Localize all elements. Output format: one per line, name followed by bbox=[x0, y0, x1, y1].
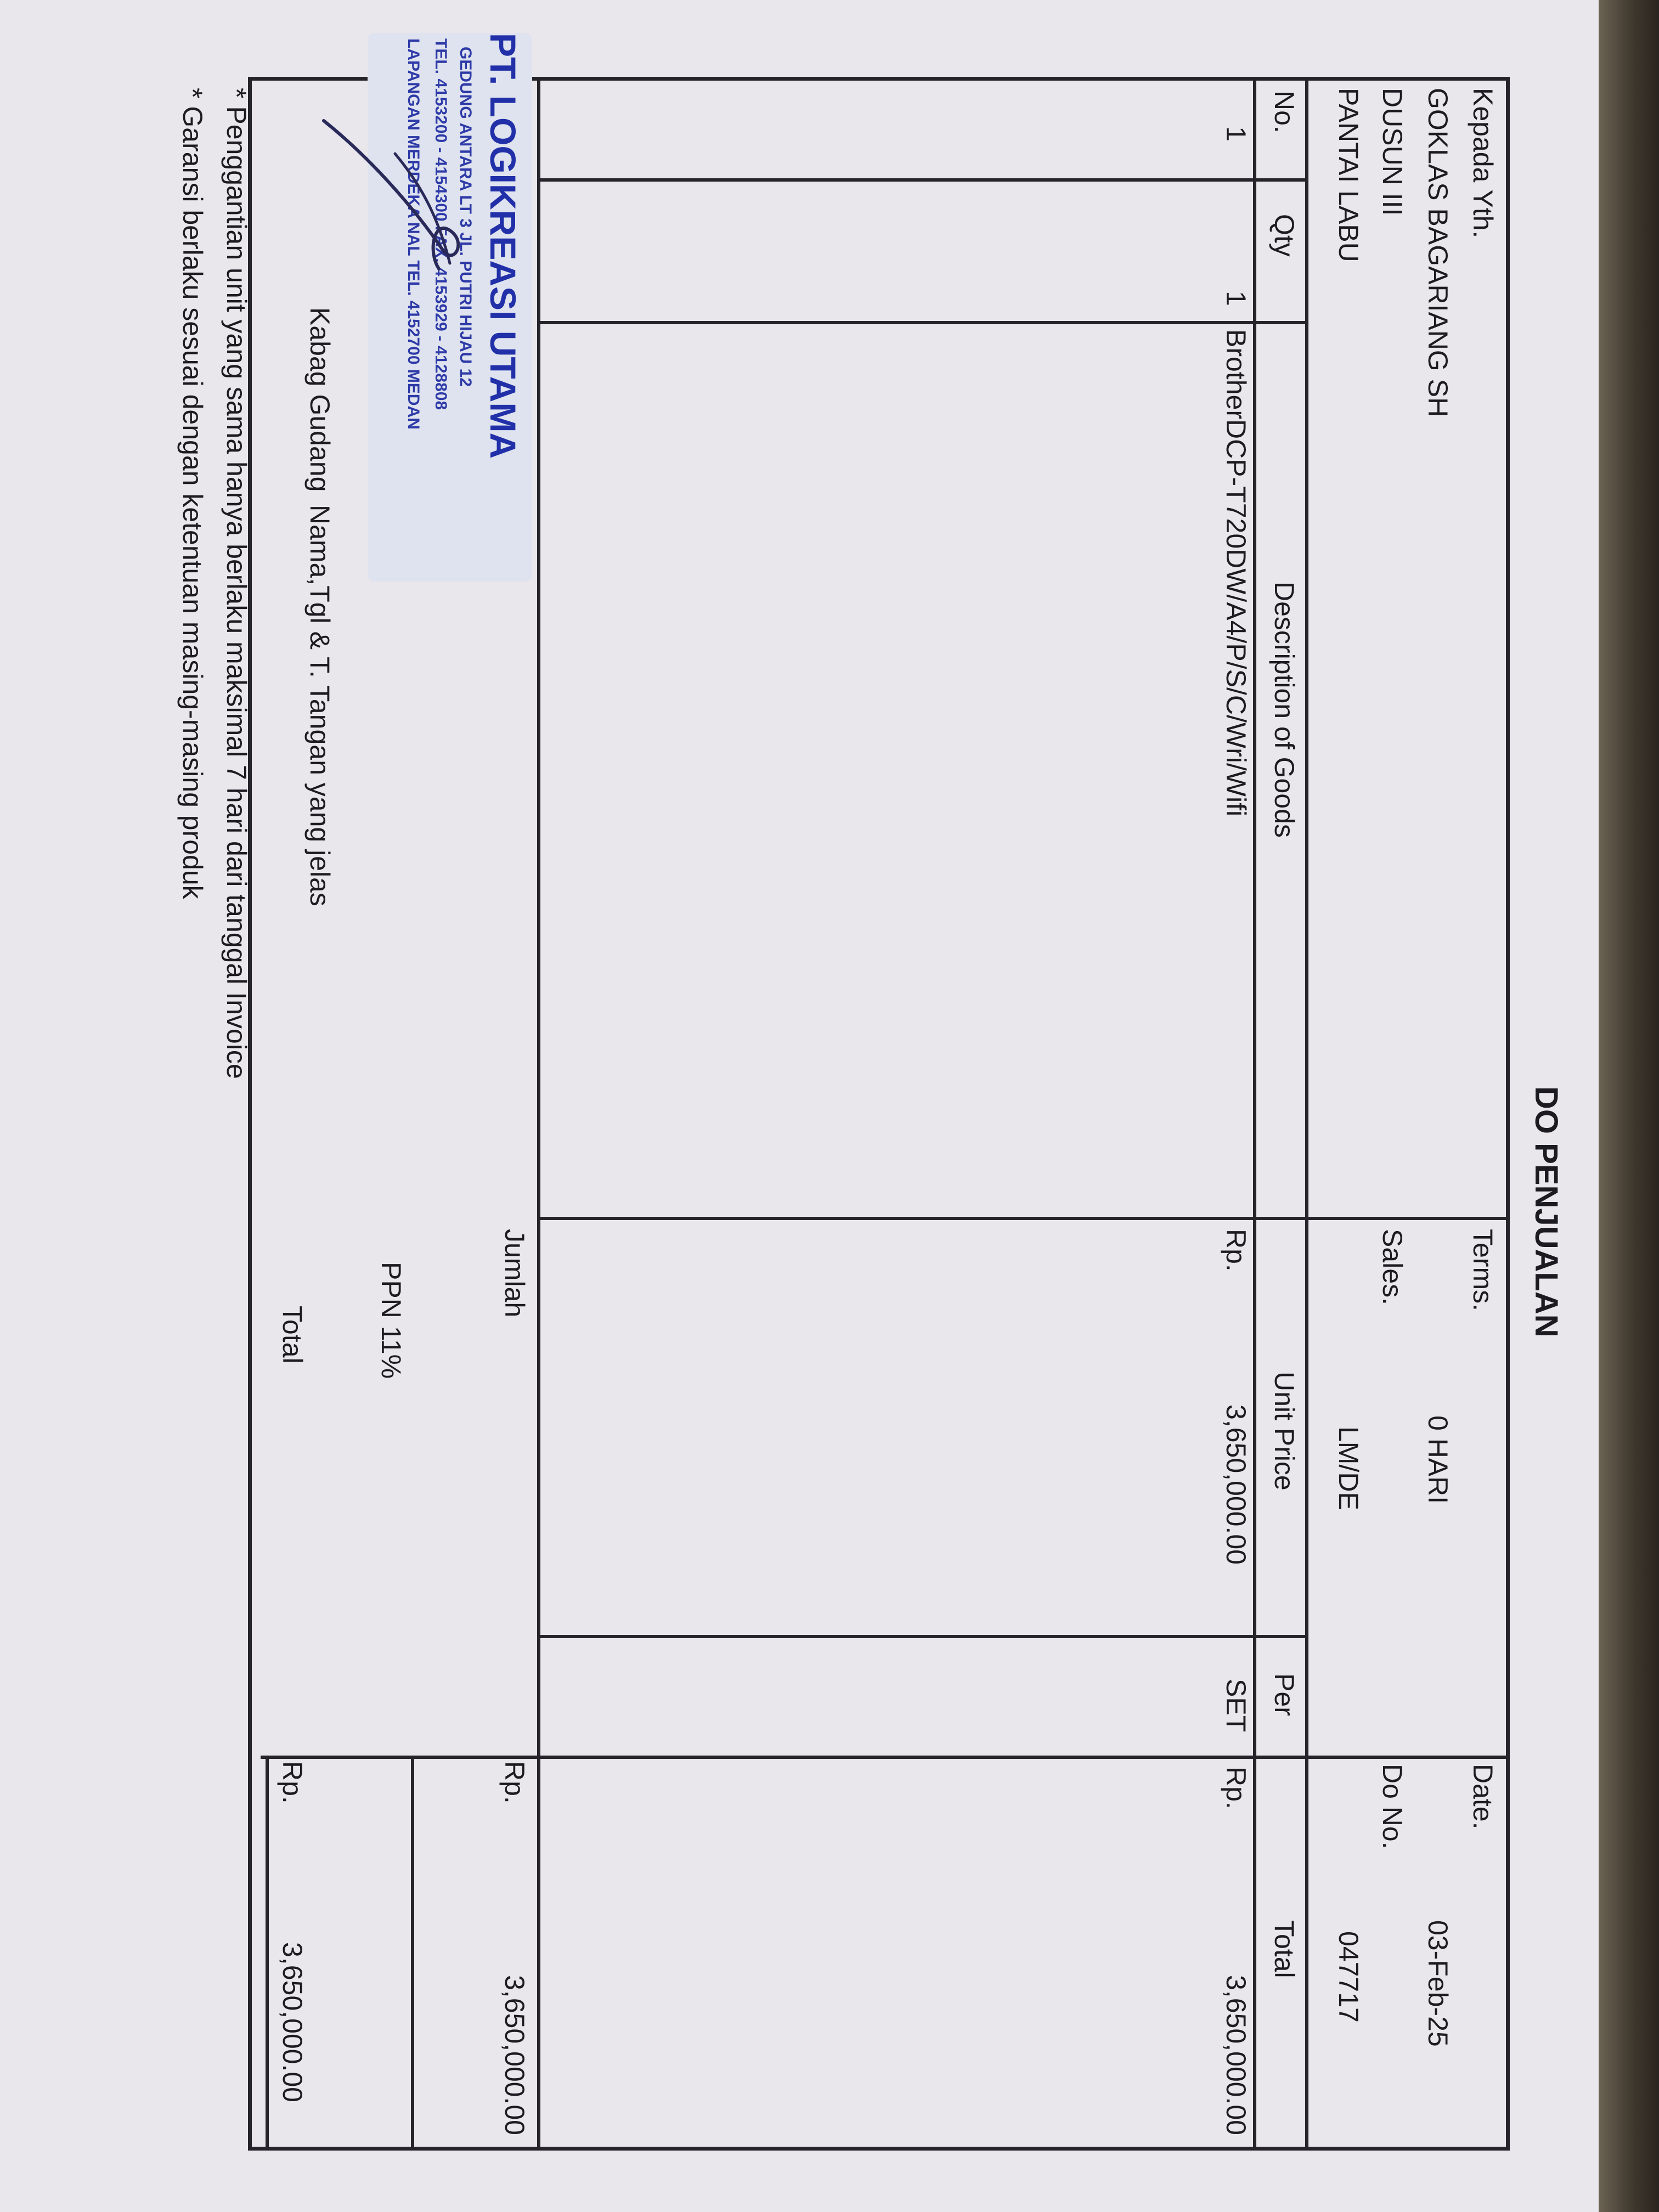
row-1-qty: 1 bbox=[1221, 291, 1251, 306]
header-total: Total bbox=[1269, 1920, 1300, 1978]
row-1-description: BrotherDCP-T720DW/A4/P/S/C/Wri/Wifi bbox=[1221, 329, 1251, 817]
col-line-per bbox=[540, 1756, 1308, 1759]
stamp-company-name: PT. LOGIKREASI UTAMA bbox=[483, 33, 523, 459]
row-1-unit-price: 3,650,000.00 bbox=[1221, 1404, 1251, 1565]
grand-total-currency: Rp. bbox=[277, 1761, 308, 1804]
do-number-value: 047717 bbox=[1333, 1931, 1364, 2023]
stamp-address-line-3: LAPANGAN MERDEKA NAL TEL. 4152700 MEDAN bbox=[404, 38, 422, 430]
summary-line-total bbox=[266, 1756, 269, 2151]
meta-divider-vertical-1 bbox=[1308, 1217, 1510, 1220]
jumlah-currency: Rp. bbox=[499, 1761, 530, 1804]
recipient-name: GOKLAS BAGARIANG SH bbox=[1423, 88, 1453, 417]
header-no: No. bbox=[1269, 91, 1300, 133]
do-number-label: Do No. bbox=[1377, 1764, 1408, 1849]
col-line-qty bbox=[540, 321, 1308, 324]
jumlah-value: 3,650,000.00 bbox=[499, 1975, 530, 2135]
ppn-label: PPN 11% bbox=[376, 1262, 407, 1379]
document-title: DO PENJUALAN bbox=[1528, 1086, 1564, 1338]
recipient-address-2: PANTAI LABU bbox=[1333, 88, 1364, 262]
summary-line-ppn bbox=[411, 1756, 414, 2151]
col-line-no bbox=[540, 178, 1308, 182]
table-header-bottom bbox=[1253, 77, 1256, 2151]
recipient-label: Kepada Yth. bbox=[1468, 88, 1498, 239]
meta-divider-vertical-2 bbox=[1308, 1756, 1510, 1759]
col-line-unit-price bbox=[540, 1635, 1308, 1638]
row-1-per: SET bbox=[1221, 1679, 1251, 1733]
header-per: Per bbox=[1269, 1673, 1300, 1716]
header-description: Description of Goods bbox=[1269, 582, 1300, 838]
stamp-address-line-1: GEDUNG ANTARA LT 3 JL. PUTRI HIJAU 12 bbox=[456, 47, 475, 387]
meta-divider bbox=[1305, 77, 1308, 2151]
row-1-no: 1 bbox=[1221, 126, 1251, 142]
signature-instruction: Nama,Tgl & T. Tangan yang jelas bbox=[304, 505, 335, 906]
recipient-address-1: DUSUN III bbox=[1377, 88, 1408, 216]
jumlah-label: Jumlah bbox=[499, 1229, 530, 1318]
sales-value: LM/DE bbox=[1333, 1426, 1364, 1510]
note-replacement-policy: * Penggantian unit yang sama hanya berlaku maksimal 7 hari dari tanggal Invoice bbox=[221, 88, 252, 1079]
terms-label: Terms. bbox=[1468, 1229, 1498, 1311]
terms-value: 0 HARI bbox=[1423, 1415, 1453, 1504]
date-value: 03-Feb-25 bbox=[1423, 1920, 1453, 2047]
sales-label: Sales. bbox=[1377, 1229, 1408, 1305]
signature-role: Kabag Gudang bbox=[304, 307, 335, 492]
grand-total-label: Total bbox=[277, 1306, 308, 1364]
summary-line-left bbox=[261, 1756, 540, 1759]
table-body-bottom bbox=[537, 77, 540, 2151]
grand-total-value: 3,650,000.00 bbox=[277, 1942, 308, 2102]
row-1-unit-currency: Rp. bbox=[1221, 1229, 1251, 1272]
note-warranty-policy: * Garansi berlaku sesuai dengan ketentuan masing-masing produk bbox=[177, 88, 208, 899]
header-unit-price: Unit Price bbox=[1269, 1372, 1300, 1491]
stamp-address-line-2: TEL. 4153200 - 4154300 FAX. 4153929 - 4128808 bbox=[432, 38, 450, 410]
table-surface-edge bbox=[1599, 0, 1659, 2212]
header-qty: Qty bbox=[1269, 214, 1300, 257]
col-line-description bbox=[540, 1217, 1308, 1220]
row-1-total-currency: Rp. bbox=[1221, 1767, 1251, 1809]
row-1-total: 3,650,000.00 bbox=[1221, 1975, 1251, 2135]
date-label: Date. bbox=[1468, 1764, 1498, 1830]
